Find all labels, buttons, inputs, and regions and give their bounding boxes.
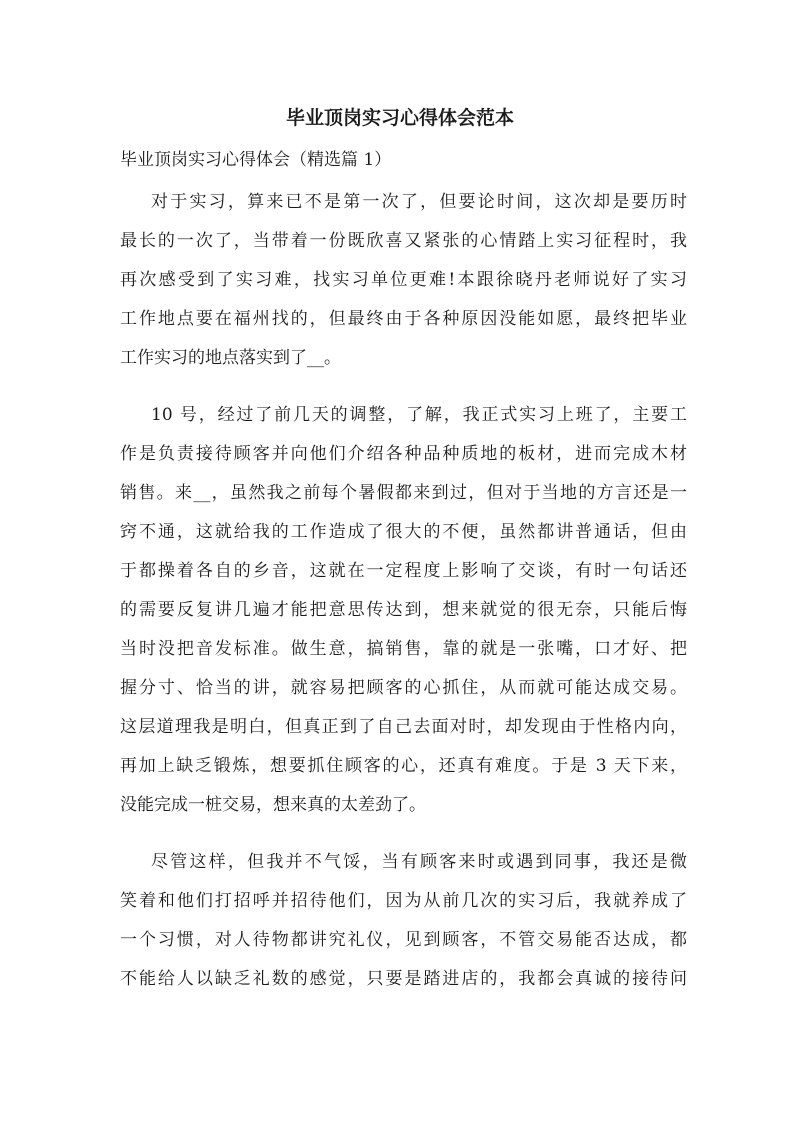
- paragraph-1-line-3: 再次感受到了实习难，找实习单位更难!本跟徐晓丹老师说好了实习: [120, 270, 687, 290]
- paragraph-2-line-11: 没能完成一桩交易，想来真的太差劲了。: [120, 795, 426, 815]
- paragraph-2-line-7: 当时没把音发标准。做生意，搞销售，靠的就是一张嘴，口才好、把: [120, 639, 687, 659]
- paragraph-3-line-4: 不能给人以缺乏礼数的感觉，只要是踏进店的，我都会真诚的接待问: [120, 969, 687, 989]
- paragraph-2-line-2: 作是负责接待顾客并向他们介绍各种品种质地的板材，进而完成木材: [120, 444, 687, 464]
- section-subtitle: 毕业顶岗实习心得体会（精选篇 1）: [120, 150, 392, 170]
- paragraph-1-line-1: 对于实习，算来已不是第一次了，但要论时间，这次却是要历时: [151, 192, 687, 212]
- paragraph-2-line-3: 销售。来__，虽然我之前每个暑假都来到过，但对于当地的方言还是一: [120, 483, 687, 503]
- paragraph-2-line-1: 10 号，经过了前几天的调整，了解，我正式实习上班了，主要工: [151, 405, 687, 425]
- paragraph-2-line-10: 再加上缺乏锻炼，想要抓住顾客的心，还真有难度。于是 3 天下来，: [120, 756, 687, 776]
- paragraph-1-line-2: 最长的一次了，当带着一份既欣喜又紧张的心情踏上实习征程时，我: [120, 231, 687, 251]
- paragraph-1-line-4: 工作地点要在福州找的，但最终由于各种原因没能如愿，最终把毕业: [120, 309, 687, 329]
- document-title: 毕业顶岗实习心得体会范本: [285, 107, 514, 129]
- paragraph-2-line-8: 握分寸、恰当的讲，就容易把顾客的心抓住，从而就可能达成交易。: [120, 678, 687, 698]
- paragraph-3-line-1: 尽管这样，但我并不气馁，当有顾客来时或遇到同事，我还是微: [151, 852, 687, 872]
- paragraph-2-line-9: 这层道理我是明白，但真正到了自己去面对时，却发现由于性格内向，: [120, 717, 687, 737]
- paragraph-2-line-6: 的需要反复讲几遍才能把意思传达到，想来就觉的很无奈，只能后悔: [120, 600, 687, 620]
- paragraph-2-line-5: 于都操着各自的乡音，这就在一定程度上影响了交谈，有时一句话还: [120, 561, 687, 581]
- paragraph-3-line-2: 笑着和他们打招呼并招待他们，因为从前几次的实习后，我就养成了: [120, 891, 687, 911]
- paragraph-1-line-5: 工作实习的地点落实到了__。: [120, 348, 341, 368]
- paragraph-3-line-3: 一个习惯，对人待物都讲究礼仪，见到顾客，不管交易能否达成，都: [120, 930, 687, 950]
- paragraph-2-line-4: 窍不通，这就给我的工作造成了很大的不便，虽然都讲普通话，但由: [120, 522, 687, 542]
